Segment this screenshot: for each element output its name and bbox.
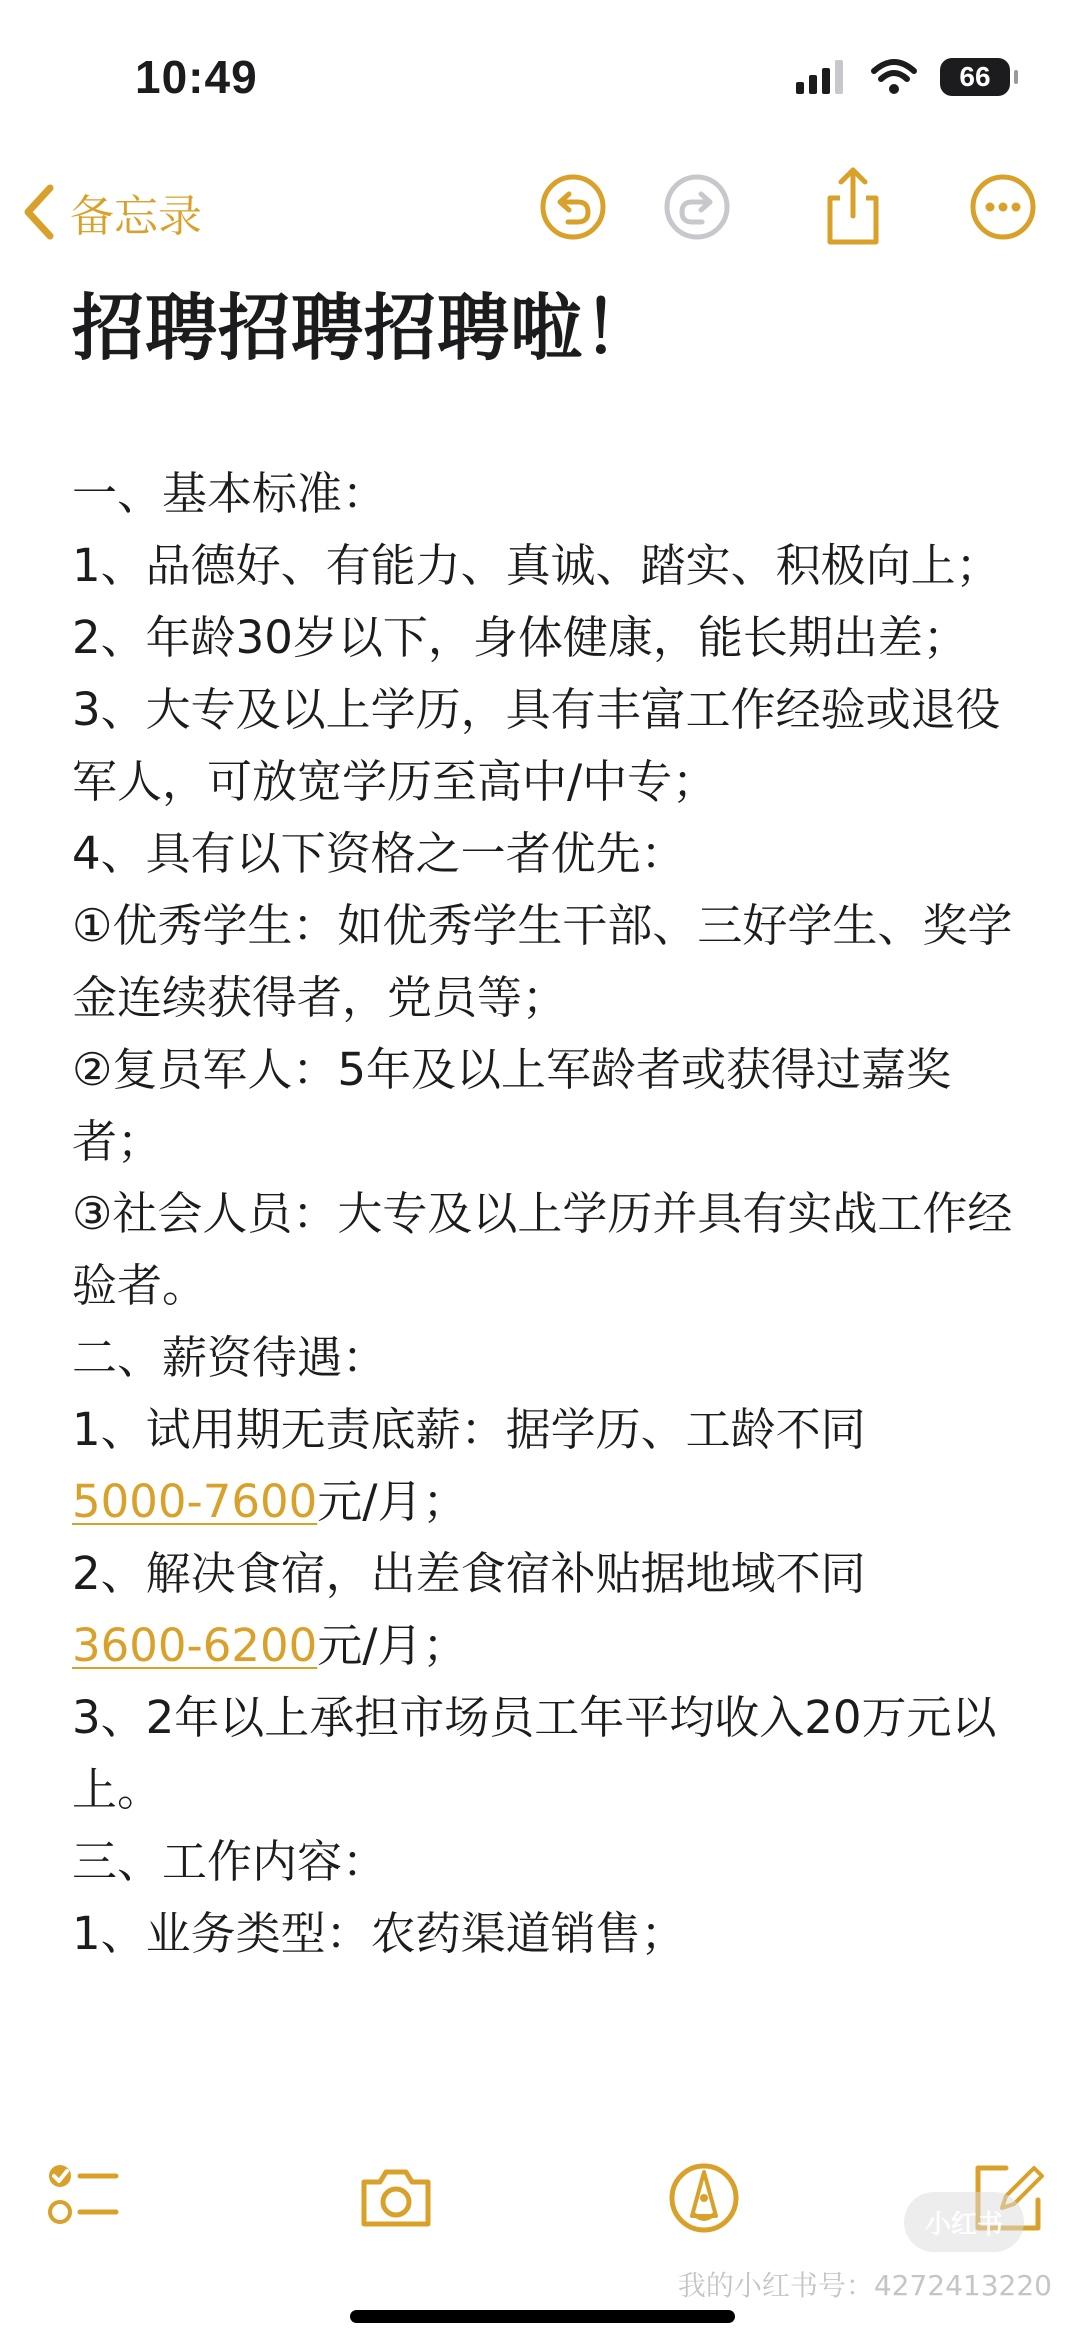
- note-line: 1、试用期无责底薪：据学历、工龄不同: [72, 1403, 866, 1456]
- undo-icon[interactable]: [538, 172, 608, 242]
- note-line: 1、业务类型：农药渠道销售；: [72, 1907, 686, 1960]
- salary-unit: 元/月；: [317, 1475, 468, 1528]
- note-line: [72, 1466, 1032, 1538]
- note-body: [72, 458, 1032, 1970]
- battery-level: 66: [959, 61, 991, 92]
- home-indicator[interactable]: [350, 2310, 735, 2323]
- back-label: 备忘录: [70, 191, 202, 242]
- chevron-left-icon: [22, 184, 56, 240]
- note-line: 2、解决食宿，出差食宿补贴据地域不同: [72, 1547, 866, 1600]
- share-icon[interactable]: [818, 164, 888, 248]
- salary-range-link[interactable]: 5000-7600: [72, 1475, 318, 1528]
- note-line: ③社会人员：大专及以上学历并具有实战工作经验者。: [72, 1187, 1013, 1312]
- status-time: 10:49: [135, 51, 258, 103]
- note-line: 3、2年以上承担市场员工年平均收入20万元以上。: [72, 1691, 997, 1816]
- camera-icon[interactable]: [356, 2158, 436, 2238]
- wifi-icon: [870, 59, 918, 95]
- salary-range-link[interactable]: 3600-6200: [72, 1619, 318, 1672]
- salary-unit: 元/月；: [317, 1619, 468, 1672]
- cellular-signal-icon: [796, 60, 848, 94]
- watermark-text: 我的小红书号：4272413220: [677, 2269, 1052, 2302]
- redo-icon[interactable]: [662, 172, 732, 242]
- note-line: 2、年龄30岁以下，身体健康，能长期出差；: [72, 611, 968, 664]
- note-line: ①优秀学生：如优秀学生干部、三好学生、奖学金连续获得者，党员等；: [72, 899, 1013, 1024]
- note-line: 一、基本标准：: [72, 467, 388, 520]
- note-line: ②复员军人：5年及以上军龄者或获得过嘉奖者；: [72, 1043, 951, 1168]
- back-button[interactable]: [22, 180, 202, 244]
- watermark-logo: 小红书: [904, 2192, 1024, 2252]
- nav-bar: [0, 150, 1080, 270]
- note-line: 3、大专及以上学历，具有丰富工作经验或退役军人，可放宽学历至高中/中专；: [72, 683, 1001, 808]
- checklist-icon[interactable]: [44, 2158, 124, 2238]
- status-bar: [0, 0, 1080, 150]
- battery-icon: [940, 58, 1010, 96]
- note-line: 1、品德好、有能力、真诚、踏实、积极向上；: [72, 539, 1001, 592]
- status-icons: [796, 58, 1010, 96]
- note-line: [72, 1610, 1032, 1682]
- note-content[interactable]: [72, 278, 1032, 1970]
- note-line: 二、薪资待遇：: [72, 1331, 388, 1384]
- note-title: 招聘招聘招聘啦！: [72, 286, 657, 370]
- more-icon[interactable]: [968, 172, 1038, 242]
- markup-icon[interactable]: [664, 2158, 744, 2238]
- note-line: 4、具有以下资格之一者优先：: [72, 827, 686, 880]
- note-line: 三、工作内容：: [72, 1835, 388, 1888]
